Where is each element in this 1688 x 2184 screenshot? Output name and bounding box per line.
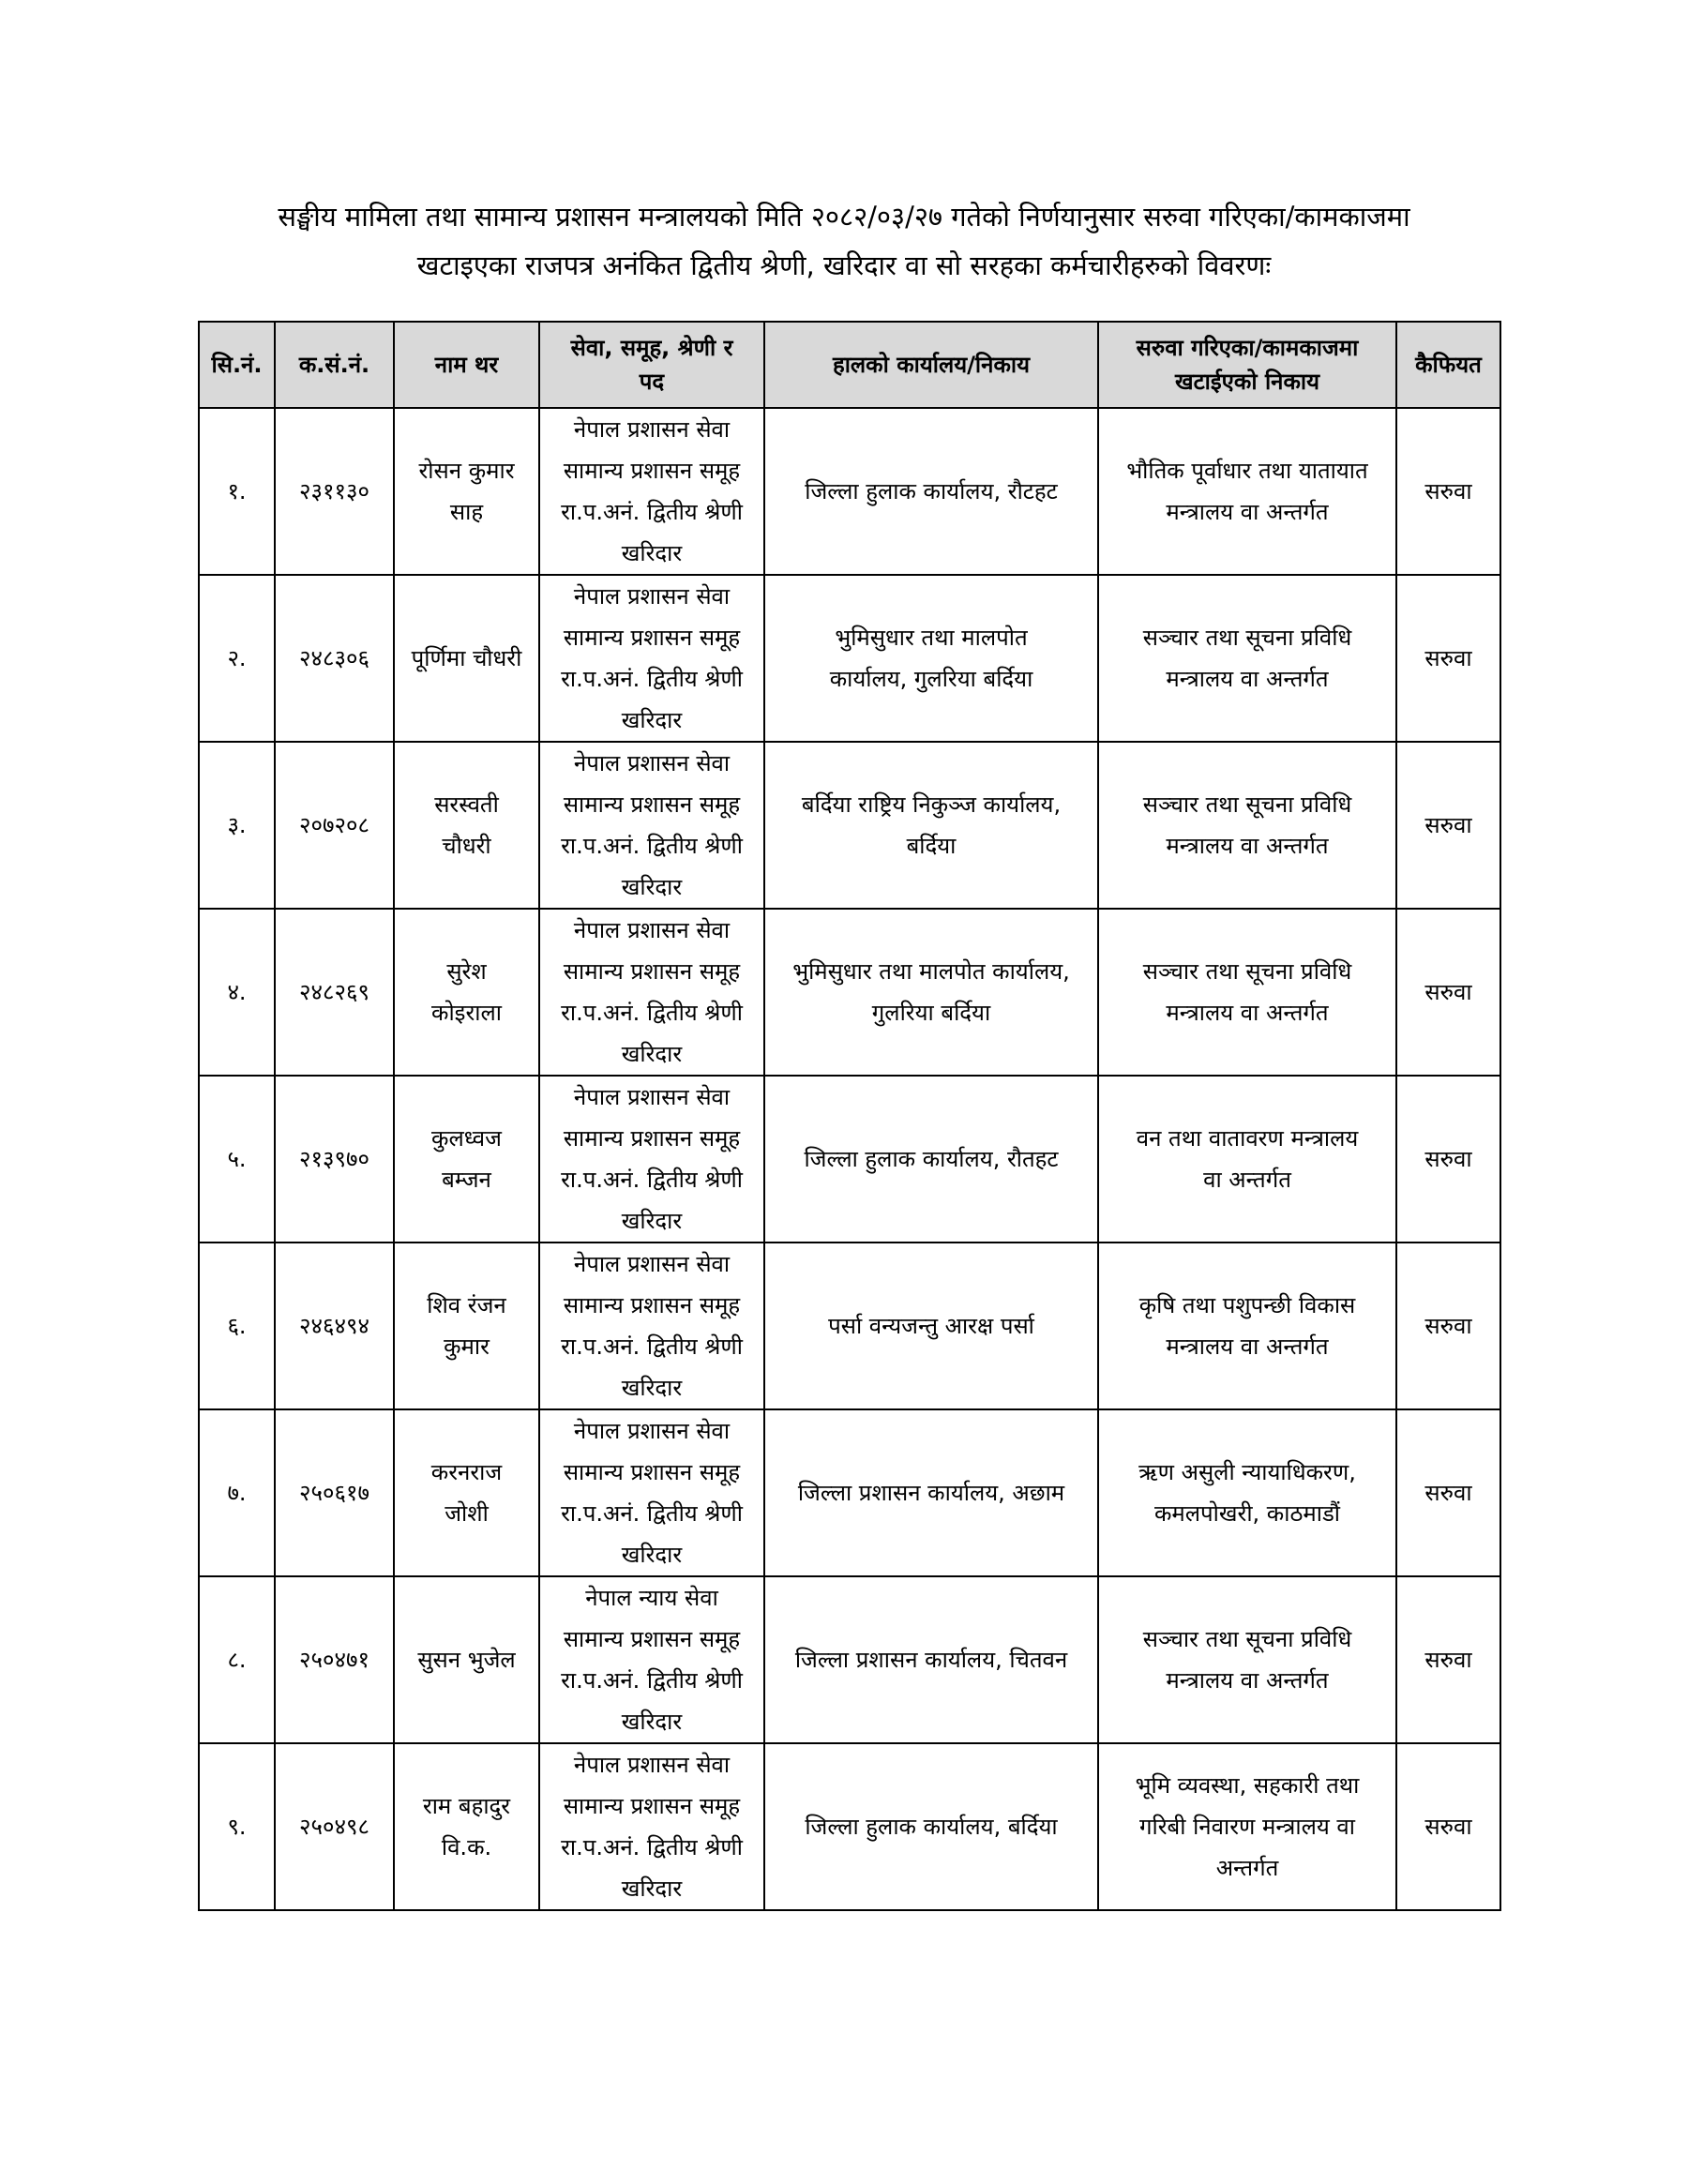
transfer-line-2: वा अन्तर्गत: [1203, 1167, 1291, 1193]
cell-current-office: [764, 742, 1098, 909]
transfer-line-2: मन्त्रालय वा अन्तर्गत: [1166, 1667, 1329, 1694]
office-line-1: जिल्ला हुलाक कार्यालय, रौटहट: [805, 478, 1058, 505]
cell-transfer-office: [1098, 742, 1396, 909]
cell-transfer-office: [1098, 1576, 1396, 1743]
sewa-line-1: नेपाल प्रशासन सेवा: [573, 750, 731, 776]
sewa-line-4: खरिदार: [621, 1208, 683, 1234]
name-line-1: सुरेश: [446, 958, 487, 985]
name-line-1: राम बहादुर: [422, 1793, 511, 1819]
sewa-line-4: खरिदार: [621, 707, 683, 733]
cell-name: [394, 909, 539, 1076]
name-line-2: कुमार: [444, 1333, 490, 1360]
name-line-2: कोइराला: [431, 1000, 502, 1026]
cell-transfer-office: [1098, 1243, 1396, 1409]
sewa-line-3: रा.प.अनं. द्वितीय श्रेणी: [561, 1667, 743, 1694]
header-transfer-line-1: सरुवा गरिएका/कामकाजमा: [1136, 335, 1359, 361]
table-row: [199, 1409, 1500, 1576]
cell-ksn: २०७२०८: [275, 742, 394, 909]
cell-sn: ६.: [199, 1243, 275, 1409]
sewa-line-1: नेपाल प्रशासन सेवा: [573, 1251, 731, 1277]
office-line-2: गुलरिया बर्दिया: [871, 1000, 991, 1026]
cell-remarks: सरुवा: [1396, 408, 1500, 575]
office-line-1: जिल्ला प्रशासन कार्यालय, अछाम: [797, 1480, 1065, 1506]
cell-sn: ९.: [199, 1743, 275, 1910]
transfer-line-2: मन्त्रालय वा अन्तर्गत: [1166, 1333, 1329, 1360]
cell-transfer-office: [1098, 909, 1396, 1076]
name-line-1: शिव रंजन: [427, 1292, 506, 1318]
cell-remarks: सरुवा: [1396, 1409, 1500, 1576]
cell-ksn: २४८२६९: [275, 909, 394, 1076]
heading-line-1: सङ्घीय मामिला तथा सामान्य प्रशासन मन्त्रालयको मिति २०८२/०३/२७ गतेको निर्णयानुसार सरुवा गरिएका/कामकाजमा: [278, 201, 1410, 233]
cell-name: [394, 575, 539, 742]
sewa-line-3: रा.प.अनं. द्वितीय श्रेणी: [561, 1333, 743, 1360]
cell-ksn: २५०४७१: [275, 1576, 394, 1743]
transfer-line-1: कृषि तथा पशुपन्छी विकास: [1138, 1292, 1356, 1318]
cell-remarks: सरुवा: [1396, 742, 1500, 909]
cell-name: [394, 1076, 539, 1243]
transfer-line-1: वन तथा वातावरण मन्त्रालय: [1136, 1125, 1359, 1152]
sewa-line-2: सामान्य प्रशासन समूह: [563, 1125, 741, 1152]
sewa-line-4: खरिदार: [621, 874, 683, 900]
name-line-2: बम्जन: [442, 1167, 491, 1193]
sewa-line-3: रा.प.अनं. द्वितीय श्रेणी: [561, 833, 743, 859]
cell-transfer-office: [1098, 1743, 1396, 1910]
office-line-1: जिल्ला हुलाक कार्यालय, रौतहट: [804, 1146, 1059, 1172]
header-sewa-line-2: पद: [639, 369, 665, 395]
transfer-records-table: [198, 321, 1501, 1911]
table-row: [199, 909, 1500, 1076]
transfer-line-2: कमलपोखरी, काठमाडौं: [1153, 1500, 1341, 1527]
table-body: [199, 408, 1500, 1910]
sewa-line-4: खरिदार: [621, 1375, 683, 1401]
name-line-2: साह: [449, 499, 484, 525]
office-line-1: जिल्ला प्रशासन कार्यालय, चितवन: [794, 1647, 1068, 1673]
header-name: नाम थर: [394, 322, 539, 408]
cell-current-office: [764, 408, 1098, 575]
office-line-1: जिल्ला हुलाक कार्यालय, बर्दिया: [805, 1814, 1058, 1840]
cell-sewa: [539, 1743, 764, 1910]
document-heading: [141, 192, 1547, 290]
table-row: [199, 1743, 1500, 1910]
transfer-line-2: मन्त्रालय वा अन्तर्गत: [1166, 833, 1329, 859]
sewa-line-2: सामान्य प्रशासन समूह: [563, 1292, 741, 1318]
cell-current-office: [764, 1243, 1098, 1409]
cell-sn: २.: [199, 575, 275, 742]
sewa-line-4: खरिदार: [621, 1875, 683, 1902]
sewa-line-3: रा.प.अनं. द्वितीय श्रेणी: [561, 1500, 743, 1527]
cell-sewa: [539, 1076, 764, 1243]
transfer-line-2: मन्त्रालय वा अन्तर्गत: [1166, 1000, 1329, 1026]
transfer-line-1: ऋण असुली न्यायाधिकरण,: [1138, 1459, 1356, 1485]
office-line-1: बर्दिया राष्ट्रिय निकुञ्ज कार्यालय,: [801, 791, 1062, 818]
cell-transfer-office: [1098, 575, 1396, 742]
cell-name: [394, 1576, 539, 1743]
name-line-1: करनराज: [430, 1459, 503, 1485]
cell-remarks: सरुवा: [1396, 1743, 1500, 1910]
header-transfer-line-2: खटाईएको निकाय: [1174, 369, 1320, 395]
table-row: [199, 742, 1500, 909]
sewa-line-2: सामान्य प्रशासन समूह: [563, 625, 741, 651]
cell-sewa: [539, 575, 764, 742]
name-line-1: कुलध्वज: [431, 1125, 502, 1152]
cell-sewa: [539, 1409, 764, 1576]
cell-transfer-office: [1098, 408, 1396, 575]
transfer-line-1: भौतिक पूर्वाधार तथा यातायात: [1126, 458, 1368, 484]
transfer-line-1: सञ्चार तथा सूचना प्रविधि: [1142, 625, 1352, 651]
cell-ksn: २४८३०६: [275, 575, 394, 742]
sewa-line-2: सामान्य प्रशासन समूह: [563, 1459, 741, 1485]
cell-sn: १.: [199, 408, 275, 575]
cell-sn: ७.: [199, 1409, 275, 1576]
cell-remarks: सरुवा: [1396, 1576, 1500, 1743]
sewa-line-2: सामान्य प्रशासन समूह: [563, 1793, 741, 1819]
transfer-line-1: सञ्चार तथा सूचना प्रविधि: [1142, 791, 1352, 818]
cell-sewa: [539, 909, 764, 1076]
cell-ksn: २३११३०: [275, 408, 394, 575]
office-line-1: भुमिसुधार तथा मालपोत कार्यालय,: [792, 958, 1070, 985]
cell-sewa: [539, 742, 764, 909]
cell-transfer-office: [1098, 1409, 1396, 1576]
sewa-line-3: रा.प.अनं. द्वितीय श्रेणी: [561, 666, 743, 692]
office-line-2: बर्दिया: [906, 833, 957, 859]
name-line-2: चौधरी: [442, 833, 491, 859]
cell-ksn: २१३९७०: [275, 1076, 394, 1243]
cell-current-office: [764, 575, 1098, 742]
table-row: [199, 408, 1500, 575]
name-line-1: सुसन भुजेल: [417, 1647, 516, 1673]
header-transfer: [1098, 322, 1396, 408]
header-row: [199, 322, 1500, 408]
cell-current-office: [764, 1576, 1098, 1743]
sewa-line-1: नेपाल न्याय सेवा: [585, 1585, 718, 1611]
sewa-line-2: सामान्य प्रशासन समूह: [563, 458, 741, 484]
cell-name: [394, 1743, 539, 1910]
name-line-2: वि.क.: [441, 1834, 492, 1860]
sewa-line-2: सामान्य प्रशासन समूह: [563, 1626, 741, 1652]
table-row: [199, 1576, 1500, 1743]
transfer-line-1: भूमि व्यवस्था, सहकारी तथा: [1135, 1772, 1360, 1799]
cell-sn: ८.: [199, 1576, 275, 1743]
cell-name: [394, 1243, 539, 1409]
table-row: [199, 1076, 1500, 1243]
cell-remarks: सरुवा: [1396, 575, 1500, 742]
cell-name: [394, 742, 539, 909]
transfer-line-2: मन्त्रालय वा अन्तर्गत: [1166, 499, 1329, 525]
sewa-line-1: नेपाल प्रशासन सेवा: [573, 416, 731, 443]
cell-current-office: [764, 1409, 1098, 1576]
cell-sewa: [539, 408, 764, 575]
sewa-line-1: नेपाल प्रशासन सेवा: [573, 1418, 731, 1444]
cell-name: [394, 408, 539, 575]
sewa-line-4: खरिदार: [621, 540, 683, 566]
header-sewa: [539, 322, 764, 408]
cell-current-office: [764, 1743, 1098, 1910]
cell-remarks: सरुवा: [1396, 1076, 1500, 1243]
sewa-line-3: रा.प.अनं. द्वितीय श्रेणी: [561, 499, 743, 525]
transfer-line-3: अन्तर्गत: [1215, 1855, 1279, 1881]
cell-name: [394, 1409, 539, 1576]
cell-remarks: सरुवा: [1396, 909, 1500, 1076]
sewa-line-2: सामान्य प्रशासन समूह: [563, 791, 741, 818]
sewa-line-1: नेपाल प्रशासन सेवा: [573, 917, 731, 943]
sewa-line-1: नेपाल प्रशासन सेवा: [573, 1752, 731, 1778]
cell-remarks: सरुवा: [1396, 1243, 1500, 1409]
header-office: हालको कार्यालय/निकाय: [764, 322, 1098, 408]
cell-sewa: [539, 1243, 764, 1409]
cell-transfer-office: [1098, 1076, 1396, 1243]
office-line-2: कार्यालय, गुलरिया बर्दिया: [829, 666, 1033, 692]
table-header: [199, 322, 1500, 408]
sewa-line-4: खरिदार: [621, 1709, 683, 1735]
sewa-line-2: सामान्य प्रशासन समूह: [563, 958, 741, 985]
name-line-1: पूर्णिमा चौधरी: [411, 645, 522, 671]
cell-ksn: २४६४९४: [275, 1243, 394, 1409]
transfer-line-1: सञ्चार तथा सूचना प्रविधि: [1142, 958, 1352, 985]
cell-sn: ४.: [199, 909, 275, 1076]
table-row: [199, 575, 1500, 742]
header-remarks: कैफियत: [1396, 322, 1500, 408]
office-line-1: पर्सा वन्यजन्तु आरक्ष पर्सा: [828, 1313, 1034, 1339]
cell-sewa: [539, 1576, 764, 1743]
cell-sn: ५.: [199, 1076, 275, 1243]
sewa-line-1: नेपाल प्रशासन सेवा: [573, 583, 731, 610]
sewa-line-3: रा.प.अनं. द्वितीय श्रेणी: [561, 1167, 743, 1193]
transfer-line-2: गरिबी निवारण मन्त्रालय वा: [1139, 1814, 1355, 1840]
heading-line-2: खटाइएका राजपत्र अनंकित द्वितीय श्रेणी, खरिदार वा सो सरहका कर्मचारीहरुको विवरणः: [416, 249, 1272, 281]
cell-sn: ३.: [199, 742, 275, 909]
header-sn: सि.नं.: [199, 322, 275, 408]
header-ksn: क.सं.नं.: [275, 322, 394, 408]
name-line-1: सरस्वती: [434, 791, 499, 818]
name-line-2: जोशी: [445, 1500, 489, 1527]
sewa-line-4: खरिदार: [621, 1542, 683, 1568]
header-sewa-line-1: सेवा, समूह, श्रेणी र: [570, 335, 733, 361]
name-line-1: रोसन कुमार: [418, 458, 515, 484]
table-row: [199, 1243, 1500, 1409]
transfer-line-1: सञ्चार तथा सूचना प्रविधि: [1142, 1626, 1352, 1652]
sewa-line-1: नेपाल प्रशासन सेवा: [573, 1084, 731, 1110]
transfer-line-2: मन्त्रालय वा अन्तर्गत: [1166, 666, 1329, 692]
cell-current-office: [764, 909, 1098, 1076]
sewa-line-3: रा.प.अनं. द्वितीय श्रेणी: [561, 1000, 743, 1026]
office-line-1: भुमिसुधार तथा मालपोत: [835, 625, 1028, 651]
cell-ksn: २५०४९८: [275, 1743, 394, 1910]
cell-current-office: [764, 1076, 1098, 1243]
sewa-line-3: रा.प.अनं. द्वितीय श्रेणी: [561, 1834, 743, 1860]
sewa-line-4: खरिदार: [621, 1041, 683, 1067]
cell-ksn: २५०६१७: [275, 1409, 394, 1576]
